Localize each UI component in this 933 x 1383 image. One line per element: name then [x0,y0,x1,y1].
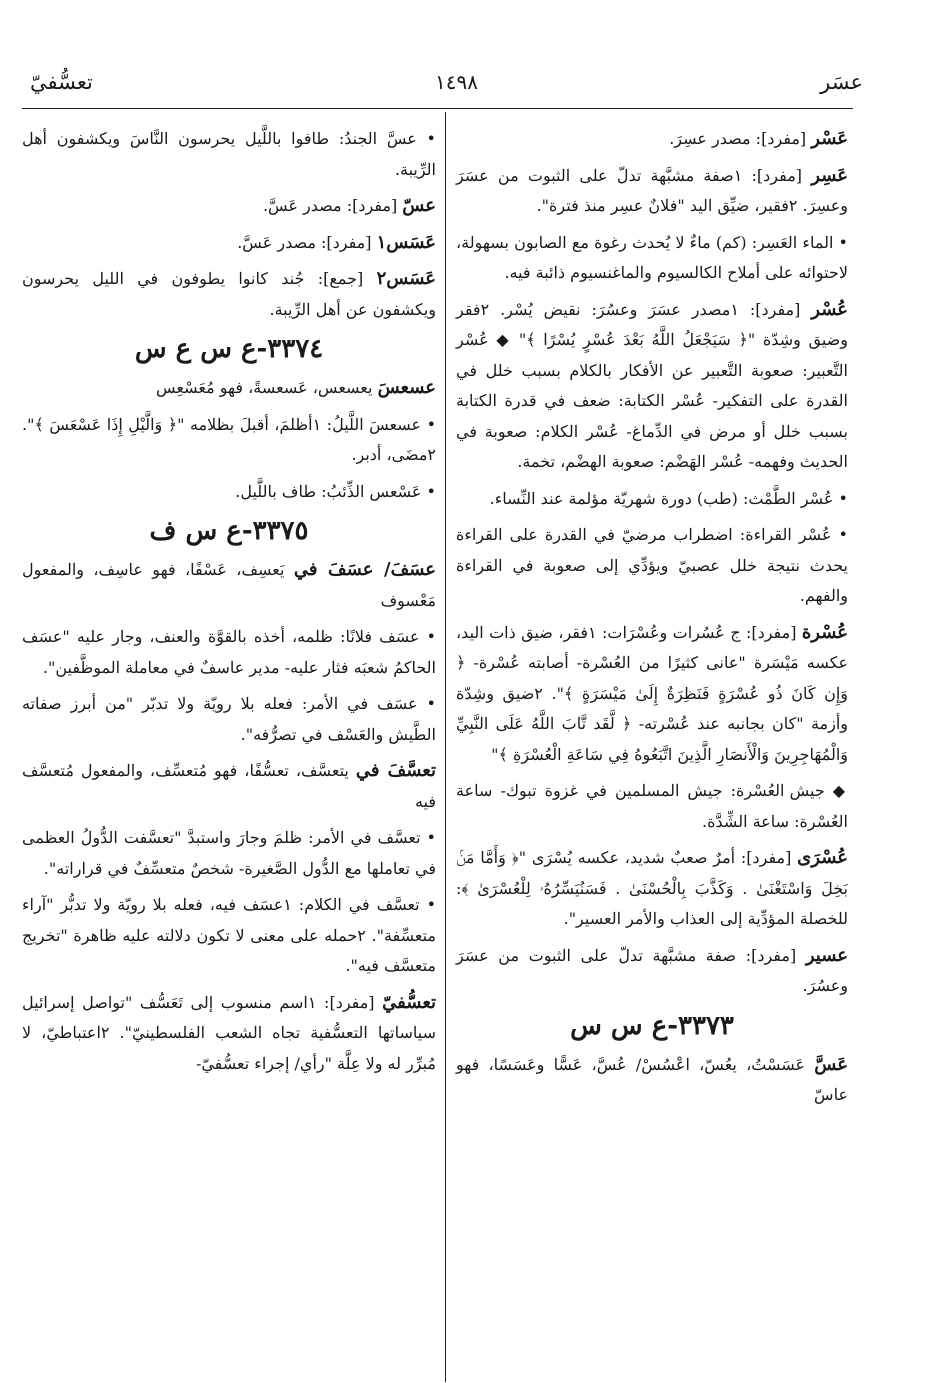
entry-definition: [مفرد]: مصدر عسِرَ. [669,129,812,148]
dictionary-entry [22,264,436,325]
dictionary-entry [456,295,848,478]
entry-definition: عَسَسْتُ، يعُسّ، اعْسُسْ/ عُسَّ، عَسًّا وعَسَسًا، فهو عاسّ [456,1054,848,1104]
entry-definition: [مفرد]: صفة مشبَّهة تدلّ على الثبوت من عسَرَ وعسُرَ. [456,945,848,995]
header-rule [22,108,853,109]
dictionary-entry [456,843,848,935]
subentry-bullet: • عَسْعس الذِّئبُ: طاف باللَّيل. [22,477,436,508]
page-number: ١٤٩٨ [435,70,478,94]
subentry-bullet: • عُسْر القراءة: اضطراب مرضيّ في القدرة على القراءة يحدث نتيجة خلل عصبيّ ويؤدِّي إلى صعوبة في القراءة والفهم. [456,520,848,612]
dictionary-entry [456,161,848,222]
entry-headword: عسَفَ/ عسَفَ في [293,559,436,580]
entry-headword: عسّ [402,195,436,216]
entry-definition: [مفرد]: أمرٌ صعبٌ شديد، عكسه يُسْرَى "﴿ وَأَمَّا مَنۢ بَخِلَ وَاسْتَغْنَىٰ . وَكَذَّبَ بِالْحُسْنَىٰ . فَسَنُيَسِّرُهُۥ لِلْعُسْرَىٰ ﴾: للخصلة المؤدِّية إلى العذاب والأمر العسير". [456,848,848,928]
dictionary-entry [22,756,436,817]
subentry-bullet: • عسَف فلانًا: ظلمه، أخذه بالقوَّة والعنف، وجار عليه "عسَف الحاكمُ شعبَه فثار عليه- مدير عاسفٌ في معاملة الموظَّفين". [22,622,436,683]
root-heading: ٣٣٧٣-ع س س [570,1010,734,1041]
dictionary-entry [456,1050,848,1111]
entry-definition: يعسعس، عَسعسةً، فهو مُعَسْعِس [155,378,378,397]
dictionary-entry [456,124,848,155]
entry-headword: عَسَّ [814,1053,848,1075]
entry-definition: [مفرد]: مصدر عَسَّ. [237,232,377,252]
entry-headword: عُسْر [811,298,848,320]
dictionary-entry [22,228,436,259]
dictionary-entry [456,618,848,771]
subentry-bullet: • عسعسَ اللَّيلُ: ١أظلمَ، أقبلَ بظلامه "﴿ وَالَّيْلِ إِذَا عَسْعَسَ ﴾". ٢مضَى، أدبر. [22,410,436,471]
entry-headword: عَسَس٢ [376,268,436,289]
entry-definition: [جمع]: جُند كانوا يطوفون في الليل يحرسون ويكشفون عن أهل الرِّيبة. [22,269,436,319]
root-heading: ٣٣٧٤-ع س ع س [134,334,324,364]
entry-definition: [مفرد]: ١اسم منسوب إلى تَعَسُّف "تواصل إسرائيل سياساتها التعسُّفية تجاه الشعب الفلسطينيّ". ٢اعتباطيّ، لا مُبرِّر له ولا عِلَّة "رأي/ إجراء تعسُّفيّ- [22,992,437,1073]
subentry-bullet: • تعسَّف في الأمر: ظلمَ وجارَ واستبدَّ "تعسَّفت الدُّولُ العظمى في تعاملها مع الدُّول الصَّغيرة- شخصٌ متعسِّفٌ في قراراته". [22,823,436,884]
subentry-diamond: ◆ جيش العُسْرة: جيش المسلمين في غزوة تبوك- ساعة العُسْرة: ساعة الشِّدَّة. [456,776,848,837]
column-divider [445,112,446,1382]
entry-definition: [مفرد]: ١صفة مشبَّهة تدلّ على الثبوت من عسَرَ وعسِرَ. ٢فقير، ضيِّق اليد "فلانٌ عسِر منذ فترة". [456,165,848,215]
dictionary-entry [456,941,848,1002]
left-column [22,124,436,1085]
entry-headword: عُسْرة [801,621,848,643]
entry-headword: عَسِر [811,164,848,186]
subentry-bullet: • عسَّ الجندُ: طافوا باللَّيل يحرسون النَّاسَ ويكشفون أهل الرِّيبة. [22,124,436,185]
entry-definition: [مفرد]: ١مصدر عسَرَ وعسُرَ: نقيض يُسْر. ٢فقر وضيق وشِدّة "﴿ سَيَجْعَلُ اللَّهُ بَعْدَ عُسْرٍ يُسْرًا ﴾" ◆ عُسْر التَّعبير: صعوبة التَّعبير عن الأفكار بالكلام بسبب خلل في القدرة على التفكير- عُسْر الكتابة: ضعف في قدرة الكتابة بسبب خلل أو مرض في الدِّماغ- عُسْر الكلام: صعوبة في الحديث وفهمه- عُسْر الهَضْم: صعوبة الهضْم، تخمة. [456,299,848,471]
root-heading: ٣٣٧٥-ع س ف [149,516,309,546]
right-column [456,124,848,1117]
subentry-bullet: • الماء العَسِر: (كم) ماءٌ لا يُحدث رغوة مع الصابون بسهولة، لاحتوائه على أملاح الكالسيوم والماغنسيوم ذائبة فيه. [456,228,848,289]
entry-headword: تعسَّفَ في [355,760,436,781]
entry-definition: [مفرد]: ج عُسُرات وعُسْرَات: ١فقر، ضيق ذات اليد، عكسه مَيْسَرة "عانى كثيرًا من العُسْرة- أصابته عُسْرة- ﴿ وَإِن كَانَ ذُو عُسْرَةٍ فَنَظِرَةٌ إِلَىٰ مَيْسَرَةٍ ﴾". ٢ضيق وشِدّة وأزمة "كان بجانبه عند عُسْرته- ﴿ لَّقَد تَّابَ اللَّهُ عَلَى النَّبِيِّ وَالْمُهَاجِرِينَ وَالْأَنصَارِ الَّذِينَ اتَّبَعُوهُ فِي سَاعَةِ الْعُسْرَةِ ﴾" [456,622,849,764]
header-left-word: تعسُّفيّ [30,70,93,94]
subentry-bullet: • تعسَّف في الكلام: ١عسَف فيه، فعله بلا رويّة ولا تدبُّر "آراء متعسِّفة". ٢حمله على معنى لا تكون دلالته عليه ظاهرة "تخريج متعسَّف فيه". [22,890,436,982]
dictionary-entry [22,373,436,404]
entry-definition: يَعسِف، عَسْفًا، فهو عاسِف، والمفعول مَعْسوف [22,560,436,610]
entry-headword: تعسُّفيّ [382,991,437,1013]
page-header [30,62,863,102]
entry-headword: عُسْرَى [797,847,848,868]
subentry-bullet: • عسَف في الأمر: فعله بلا رويّة ولا تدبّر "من أبرز صفاته الطَّيش والعَسْف في تصرُّفه". [22,689,436,750]
entry-definition: يتعسَّف، تعسُّفًا، فهو مُتعسِّف، والمفعول مُتعسَّف فيه [22,761,436,811]
dictionary-entry [22,555,436,616]
subentry-bullet: • عُسْر الطَّمْث: (طب) دورة شهريّة مؤلمة عند النِّساء. [456,484,848,515]
dictionary-entry [22,988,436,1080]
entry-headword: عسير [805,944,848,966]
header-right-word: عسَر [820,70,863,94]
entry-headword: عَسَس١ [376,231,436,253]
entry-definition: [مفرد]: مصدر عَسَّ. [262,196,403,215]
entry-headword: عَسْر [811,128,848,149]
entry-headword: عسعسَ [377,377,436,398]
dictionary-entry [22,191,436,222]
